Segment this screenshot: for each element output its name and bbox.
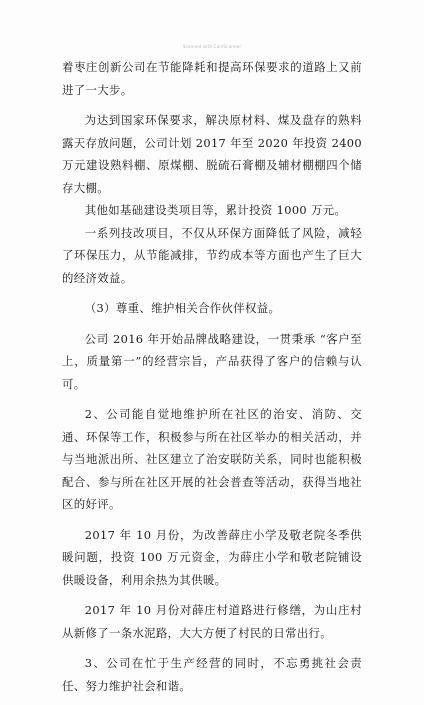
paragraph-infrastructure: 其他如基础建设类项目等，累计投资 1000 万元。 <box>84 203 347 217</box>
paragraph-continuation: 着枣庄创新公司在节能降耗和提高环保要求的道路上又前进了一大步。 <box>62 60 362 97</box>
paragraph-brand-strategy: 公司 2016 年开始品牌战略建设，一贯秉承 “客户至上，质量第一”的经营宗旨，产品获得了客户的信赖与认可。 <box>62 331 362 391</box>
section-heading-partners: （3）尊重、维护相关合作伙伴权益。 <box>84 301 281 315</box>
paragraph-storage-sheds: 为达到国家环保要求，解决原材料、煤及盘存的熟料露天存放问题，公司计划 2017 年至 2020 年投资 2400 万元建设熟料棚、原煤棚、脱硫石膏棚及辅材棚棚四个储存大棚。 <box>62 113 362 195</box>
paragraph-social-responsibility: 3、公司在忙于生产经营的同时，不忘勇挑社会责任、努力维护社会和谐。 <box>62 656 362 693</box>
paragraph-tech-upgrades: 一系列技改项目，不仅从环保方面降低了风险，减轻了环保压力，从节能减排，节约成本等方面也产生了巨大的经济效益。 <box>62 225 362 285</box>
paragraph-road: 2017 年 10 月份对薛庄村道路进行修缮，为山庄村从新修了一条水泥路，大大方便了村民的日常出行。 <box>62 603 362 640</box>
document-body <box>62 56 362 705</box>
scan-watermark: Scanned with CamScanner <box>182 44 242 49</box>
paragraph-heating: 2017 年 10 月份，为改善薛庄小学及敬老院冬季供暖问题，投资 100 万元资金，为薛庄小学和敬老院铺设供暖设备，利用余热为其供暖。 <box>62 527 362 587</box>
paragraph-community: 2、公司能自觉地维护所在社区的治安、消防、交通、环保等工作，积极参与所在社区举办的相关活动，并与当地派出所、社区建立了治安联防关系，同时也能积极配合、参与所在社区开展的社会普查等活动，获得当地社区的好评。 <box>62 407 362 511</box>
